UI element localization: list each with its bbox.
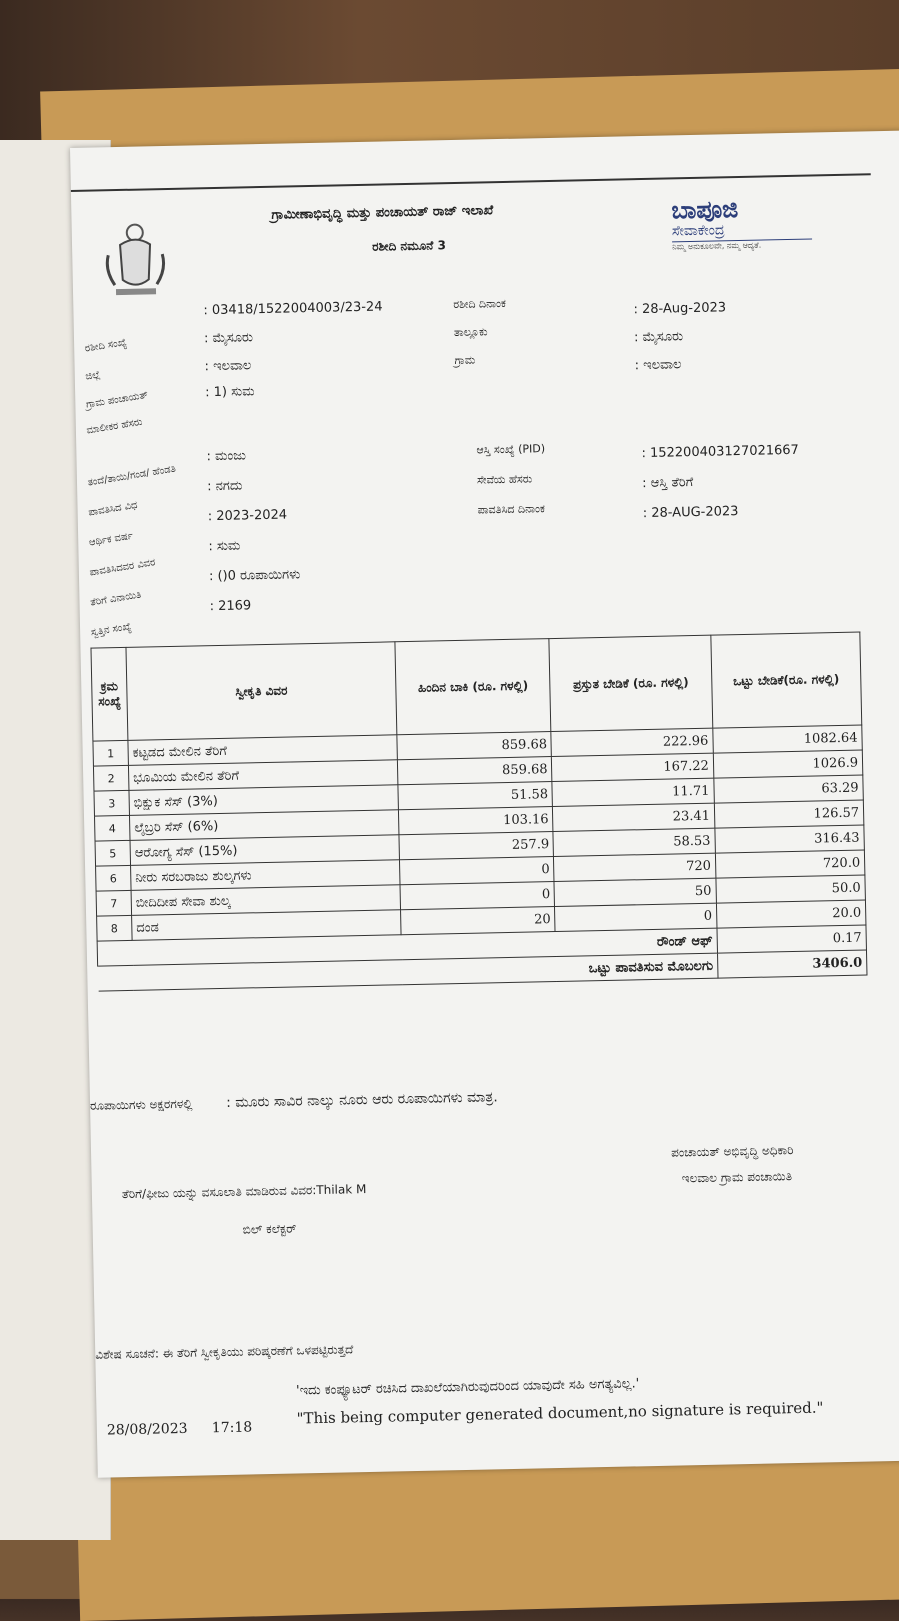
row-sl: 7: [96, 890, 132, 916]
taluk-value: : ಮೈಸೂರು: [633, 329, 684, 346]
village-label: ಗ್ರಾಮ: [454, 353, 476, 367]
paid-date-value: : 28-AUG-2023: [642, 504, 739, 522]
district-label: ಜಿಲ್ಲೆ: [84, 369, 102, 383]
prop-no-value: : 2169: [209, 598, 252, 615]
row-prev: 859.68: [397, 757, 552, 785]
row-desc: ದಂಡ: [132, 910, 401, 941]
sl-header: ಕ್ರಮ ಸಂಖ್ಯೆ: [91, 647, 128, 741]
words-value: : ಮೂರು ಸಾವಿರ ನಾಲ್ಕು ನೂರು ಆರು ರೂಪಾಯಿಗಳು ಮಾತ್ರ.: [226, 1089, 498, 1111]
row-curr: 50: [554, 878, 716, 906]
row-sl: 2: [93, 765, 129, 791]
table-header-row: [91, 632, 862, 741]
row-prev: 20: [401, 907, 556, 935]
grand-total-label: ಒಟ್ಟು ಪಾವತಿಸುವ ಮೊಬಲಗು: [98, 953, 718, 991]
fin-year-value: : 2023-2024: [207, 507, 288, 525]
row-prev: 859.68: [397, 732, 552, 760]
receipt-no-value: : 03418/1522004003/23-24: [203, 299, 383, 319]
row-sl: 4: [94, 815, 130, 841]
logo-title: ಬಾಪೂಜಿ: [671, 195, 739, 225]
print-date: 28/08/2023: [106, 1420, 188, 1439]
paid-date-label: ಪಾವತಿಸಿದ ದಿನಾಂಕ: [477, 502, 545, 517]
row-total: 1026.9: [713, 750, 863, 778]
row-prev: 257.9: [399, 832, 554, 860]
exemption-label: ತೆರಿಗೆ ವಿನಾಯಿತಿ: [89, 589, 143, 609]
row-total: 126.57: [714, 800, 864, 828]
row-prev: 51.58: [398, 782, 553, 810]
row-total: 63.29: [714, 775, 864, 803]
kannada-notice: 'ಇದು ಕಂಪ್ಯೂಟರ್ ರಚಿಸಿದ ದಾಖಲೆಯಾಗಿರುವುದರಿಂದ ಯಾವುದೇ ಸಹಿ ಅಗತ್ಯವಿಲ್ಲ.': [295, 1376, 640, 1399]
receipt-page: [70, 130, 899, 1478]
row-curr: 58.53: [553, 828, 715, 856]
row-sl: 8: [97, 915, 133, 941]
officer-title: ಪಂಚಾಯತ್ ಅಭಿವೃದ್ಧಿ ಅಧಿಕಾರಿ: [671, 1143, 794, 1160]
row-desc: ಭೂಮಿಯ ಮೇಲಿನ ತೆರಿಗೆ: [128, 760, 397, 791]
form-name: ರಶೀದಿ ನಮೂನೆ 3: [371, 238, 446, 254]
district-value: : ಮೈಸೂರು: [203, 330, 254, 347]
words-label: ರೂಪಾಯಿಗಳು ಅಕ್ಷರಗಳಲ್ಲಿ: [89, 1096, 193, 1113]
amount-in-words: [90, 1089, 498, 1114]
department-title: ಗ್ರಾಮೀಣಾಭಿವೃದ್ಧಿ ಮತ್ತು ಪಂಚಾಯತ್ ರಾಜ್ ಇಲಾಖೆ: [271, 203, 494, 223]
row-desc: ಆರೋಗ್ಯ ಸೆಸ್ (15%): [130, 835, 399, 866]
row-prev: 0: [400, 882, 555, 910]
gp-label: ಗ್ರಾಮ ಪಂಚಾಯತ್: [85, 389, 149, 411]
row-total: 316.43: [715, 825, 865, 853]
total-header: ಒಟ್ಟು ಬೇಡಿಕೆ(ರೂ. ಗಳಲ್ಲಿ): [711, 632, 862, 728]
row-curr: 222.96: [551, 728, 713, 756]
row-sl: 5: [95, 840, 131, 866]
english-notice: "This being computer generated document,no signature is required.": [296, 1398, 824, 1428]
row-curr: 0: [555, 903, 717, 931]
row-desc: ಭಿಕ್ಷುಕ ಸೆಸ್ (3%): [129, 785, 398, 816]
gp-value: : ಇಲವಾಲ: [204, 358, 252, 375]
special-note: ವಿಶೇಷ ಸೂಚನೆ: ಈ ತೆರಿಗೆ ಸ್ವೀಕೃತಿಯು ಪರಿಷ್ಕರಣೆಗೆ ಒಳಪಟ್ಟಿರುತ್ತದೆ: [95, 1342, 354, 1362]
round-off-label: ರೌಂಡ್ ಆಫ್: [97, 928, 717, 966]
grand-total-value: 3406.0: [717, 950, 867, 978]
officer-gp: ಇಲವಾಲ ಗ್ರಾಮ ಪಂಚಾಯಿತಿ: [681, 1169, 793, 1186]
row-desc: ಲೈಬ್ರರಿ ಸೆಸ್ (6%): [129, 810, 398, 841]
receipt-no-label: ರಶೀದಿ ಸಂಖ್ಯೆ: [84, 337, 128, 355]
row-total: 1082.64: [713, 725, 863, 753]
fin-year-label: ಆರ್ಥಿಕ ವರ್ಷ: [88, 530, 134, 549]
row-curr: 23.41: [553, 803, 715, 831]
father-label: ತಂದೆ/ತಾಯಿ/ಗಂಡ/ ಹೆಂಡತಿ: [86, 463, 177, 489]
row-curr: 11.71: [552, 778, 714, 806]
prop-no-label: ಸ್ವತ್ತಿನ ಸಂಖ್ಯೆ: [90, 621, 133, 639]
village-value: : ಇಲವಾಲ: [634, 357, 682, 374]
round-off-value: 0.17: [717, 925, 867, 953]
collector-role: ಬಿಲ್ ಕಲೆಕ್ಟರ್: [242, 1221, 297, 1237]
row-desc: ಕಟ್ಟಡದ ಮೇಲಿನ ತೆರಿಗೆ: [128, 735, 397, 766]
service-label: ಸೇವೆಯ ಹೆಸರು: [476, 472, 533, 487]
row-prev: 0: [399, 857, 554, 885]
pid-value: : 152200403127021667: [641, 442, 800, 462]
pay-mode-label: ಪಾವತಿಸಿದ ವಿಧ: [87, 499, 139, 519]
row-total: 50.0: [716, 875, 866, 903]
receipt-date-value: : 28-Aug-2023: [633, 300, 727, 318]
row-total: 720.0: [715, 850, 865, 878]
tax-table: [90, 632, 867, 992]
row-sl: 1: [93, 740, 129, 766]
desc-header: ಸ್ವೀಕೃತಿ ವಿವರ: [126, 642, 397, 741]
state-emblem-icon: [99, 214, 171, 305]
logo-tagline: ನಿಮ್ಮ ಅನುಕೂಲವೇ, ನಮ್ಮ ಆದ್ಯತೆ.: [672, 240, 762, 252]
prev-header: ಹಿಂದಿನ ಬಾಕಿ (ರೂ. ಗಳಲ್ಲಿ): [395, 639, 551, 735]
payer-value: : ಸುಮ: [208, 538, 241, 555]
row-prev: 103.16: [398, 807, 553, 835]
bapuji-logo: [671, 194, 812, 252]
exemption-value: : ()0 ರೂಪಾಯಿಗಳು: [208, 567, 301, 585]
logo-subtitle: ಸೇವಾಕೇಂದ್ರ: [672, 220, 812, 242]
taluk-label: ತಾಲ್ಲೂಕು: [453, 325, 488, 339]
owner-value: : 1) ಸುಮ: [204, 384, 255, 401]
row-curr: 720: [554, 853, 716, 881]
curr-header: ಪ್ರಸ್ತುತ ಬೇಡಿಕೆ (ರೂ. ಗಳಲ್ಲಿ): [549, 635, 712, 731]
print-time: 17:18: [211, 1419, 253, 1437]
payer-label: ಪಾವತಿಸಿದವರ ವಿವರ: [88, 557, 157, 579]
top-rule: [71, 173, 871, 192]
row-desc: ನೀರು ಸರಬರಾಜು ಶುಲ್ಕಗಳು: [131, 860, 400, 891]
collector-line: ತೆರಿಗೆ/ಫೀಜು ಯನ್ನು ವಸೂಲಾತಿ ಮಾಡಿರುವ ವಿವರ:Thilak M: [121, 1182, 367, 1202]
row-sl: 3: [94, 790, 130, 816]
father-value: : ಮಂಜು: [206, 448, 247, 465]
row-desc: ಬೀದಿದೀಪ ಸೇವಾ ಶುಲ್ಕ: [131, 885, 400, 916]
pay-mode-value: : ನಗದು: [206, 478, 243, 495]
row-curr: 167.22: [552, 753, 714, 781]
service-value: : ಆಸ್ತಿ ತೆರಿಗೆ: [641, 475, 694, 492]
pid-label: ಆಸ್ತಿ ಸಂಖ್ಯೆ (PID): [476, 442, 546, 457]
row-total: 20.0: [716, 900, 866, 928]
receipt-date-label: ರಶೀದಿ ದಿನಾಂಕ: [453, 296, 507, 312]
row-sl: 6: [96, 865, 132, 891]
owner-label: ಮಾಲೀಕರ ಹೆಸರು: [85, 416, 144, 437]
